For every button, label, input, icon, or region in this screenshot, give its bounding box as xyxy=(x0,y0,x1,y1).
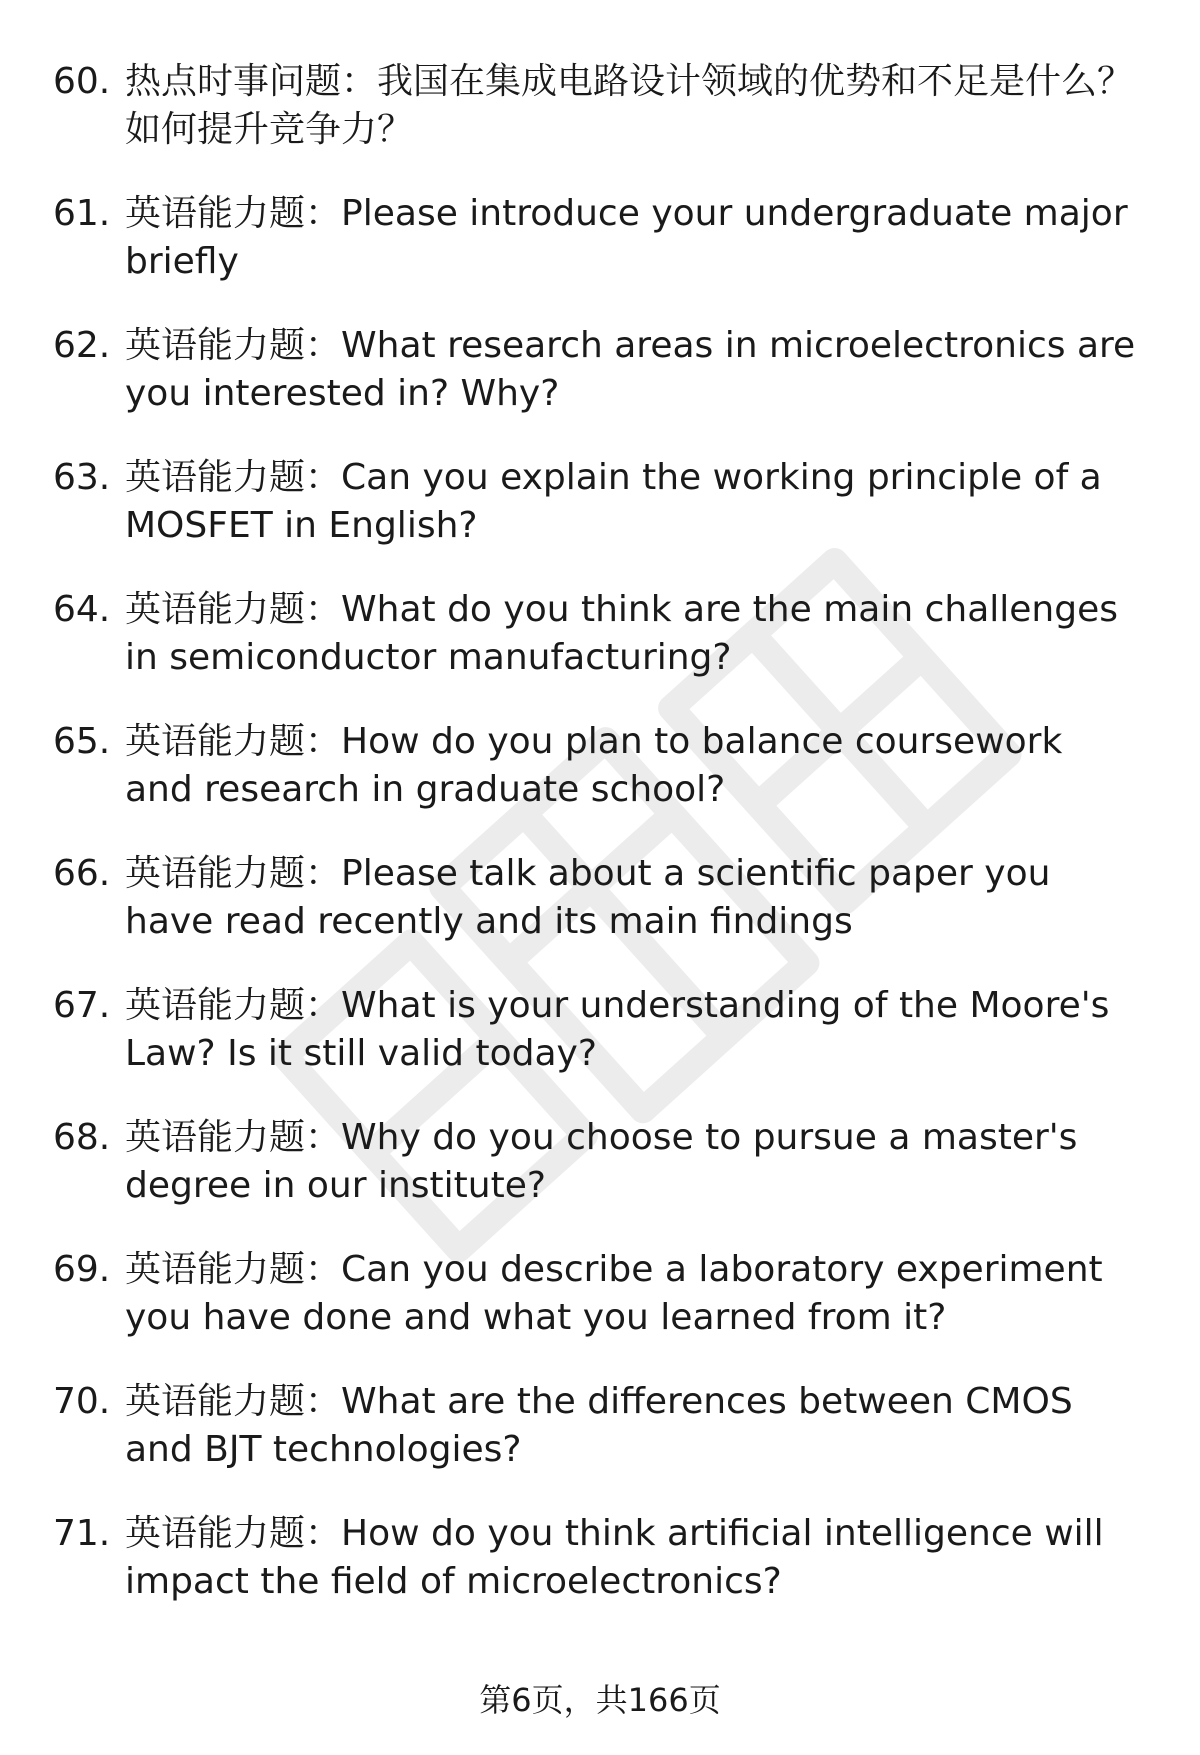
question-list xyxy=(0,58,1200,1642)
question-item xyxy=(0,1114,1200,1246)
question-separator: ： xyxy=(305,1117,342,1158)
question-body xyxy=(125,718,1140,814)
question-body xyxy=(125,1114,1140,1210)
page-number-footer: 第6页，共166页 xyxy=(479,1681,721,1719)
question-text: Why do you choose to pursue a master's degree in our institute? xyxy=(125,1117,1078,1206)
question-item xyxy=(0,190,1200,322)
question-text: Please introduce your undergraduate major briefly xyxy=(125,193,1128,282)
question-text: How do you plan to balance coursework and research in graduate school? xyxy=(125,721,1063,810)
question-body xyxy=(125,1246,1140,1342)
question-body xyxy=(125,1510,1140,1606)
question-category: 英语能力题 xyxy=(125,193,306,234)
question-number: 62. xyxy=(53,325,111,366)
question-separator: ： xyxy=(305,1249,342,1290)
question-text: Can you describe a laboratory experiment you have done and what you learned from it? xyxy=(125,1249,1103,1338)
question-separator: ： xyxy=(305,325,342,366)
question-category: 英语能力题 xyxy=(125,721,306,762)
question-body xyxy=(125,322,1140,418)
question-item xyxy=(0,718,1200,850)
question-separator: ： xyxy=(305,1513,342,1554)
question-number: 69. xyxy=(53,1249,111,1290)
question-category: 英语能力题 xyxy=(125,457,306,498)
question-item xyxy=(0,322,1200,454)
question-number: 65. xyxy=(53,721,111,762)
question-category: 热点时事问题 xyxy=(125,61,342,102)
question-separator: ： xyxy=(305,985,342,1026)
question-number: 66. xyxy=(53,853,111,894)
question-separator: ： xyxy=(305,853,342,894)
question-number: 70. xyxy=(53,1381,111,1422)
question-category: 英语能力题 xyxy=(125,985,306,1026)
question-body xyxy=(125,190,1140,286)
question-item xyxy=(0,982,1200,1114)
question-body xyxy=(125,58,1140,154)
question-number: 63. xyxy=(53,457,111,498)
question-body xyxy=(125,850,1140,946)
question-text: What research areas in microelectronics are you interested in? Why? xyxy=(125,325,1136,414)
question-category: 英语能力题 xyxy=(125,589,306,630)
question-body xyxy=(125,586,1140,682)
question-number: 64. xyxy=(53,589,111,630)
question-item xyxy=(0,58,1200,190)
question-item xyxy=(0,1510,1200,1642)
question-category: 英语能力题 xyxy=(125,1249,306,1290)
question-category: 英语能力题 xyxy=(125,853,306,894)
question-category: 英语能力题 xyxy=(125,1513,306,1554)
question-text: How do you think artificial intelligence will impact the field of microelectronics? xyxy=(125,1513,1104,1602)
question-item xyxy=(0,586,1200,718)
question-item xyxy=(0,850,1200,982)
question-body xyxy=(125,454,1140,550)
question-text: What is your understanding of the Moore's Law? Is it still valid today? xyxy=(125,985,1110,1074)
question-item xyxy=(0,1246,1200,1378)
question-separator: ： xyxy=(305,193,342,234)
question-text: 我国在集成电路设计领域的优势和不足是什么？如何提升竞争力？ xyxy=(125,61,1134,150)
question-separator: ： xyxy=(341,61,378,102)
question-number: 71. xyxy=(53,1513,111,1554)
question-separator: ： xyxy=(305,1381,342,1422)
question-category: 英语能力题 xyxy=(125,325,306,366)
question-body xyxy=(125,982,1140,1078)
question-category: 英语能力题 xyxy=(125,1381,306,1422)
question-category: 英语能力题 xyxy=(125,1117,306,1158)
question-item xyxy=(0,454,1200,586)
question-body xyxy=(125,1378,1140,1474)
question-number: 60. xyxy=(53,61,111,102)
question-number: 67. xyxy=(53,985,111,1026)
question-separator: ： xyxy=(305,457,342,498)
question-item xyxy=(0,1378,1200,1510)
question-separator: ： xyxy=(305,589,342,630)
question-number: 61. xyxy=(53,193,111,234)
question-separator: ： xyxy=(305,721,342,762)
question-text: What do you think are the main challenges in semiconductor manufacturing? xyxy=(125,589,1118,678)
question-text: Can you explain the working principle of a MOSFET in English? xyxy=(125,457,1102,546)
question-text: Please talk about a scientific paper you have read recently and its main findings xyxy=(125,853,1051,942)
question-number: 68. xyxy=(53,1117,111,1158)
question-text: What are the differences between CMOS and BJT technologies? xyxy=(125,1381,1073,1470)
